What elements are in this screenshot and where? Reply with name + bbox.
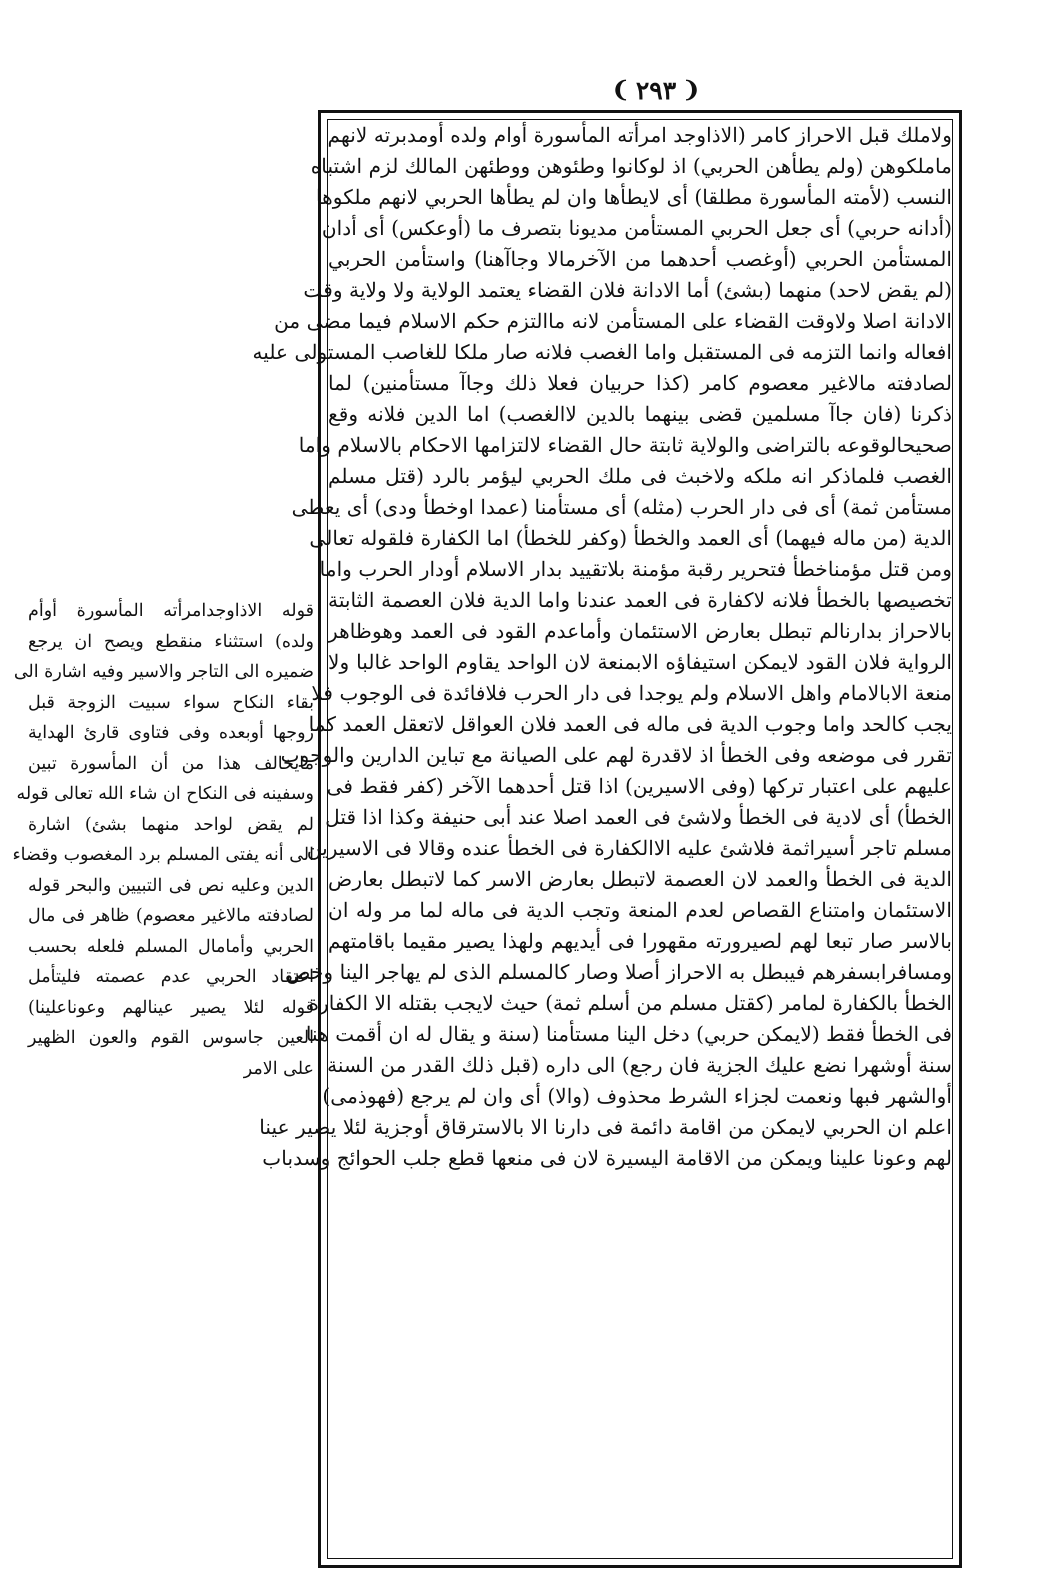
page-number-text: ٢٩٣ [635, 75, 677, 105]
ornament-left-icon: ❨ [682, 77, 701, 103]
main-text-line: يجب كالحد واما وجوب الدية فى ماله فى العمد فلان العواقل لاتعقل العمد كما [308, 712, 952, 736]
main-text-line: تخصيصها بالخطأ فلانه لاكفارة فى العمد عندنا واما الدية فلان العصمة الثابتة [328, 588, 952, 612]
main-text-line: النسب (لأمته المأسورة مطلقا) أى لايطأها وان لم يطأها الحربي لانهم ملكوها [316, 185, 952, 209]
margin-commentary [12, 596, 314, 1276]
main-text-line: (أدانه حربي) أى جعل الحربي المستأمن مديونا بتصرف ما (أوعكس) أى أدان [321, 216, 952, 240]
margin-text-line: بقاء النكاح سواء سبيت الزوجة قبل [28, 692, 314, 713]
main-text-line: صحيحالوقوعه بالتراضى والولاية ثابتة حال القضاء لالتزامها الاحكام بالاسلام واما [298, 433, 952, 457]
page-number [606, 72, 706, 108]
main-text-line: بالاسر صار تبعا لهم لصيرورته مقهورا فى أيديهم ولهذا يصير مقيما باقامتهم [328, 929, 952, 953]
margin-text-line: على الامر [243, 1058, 314, 1079]
main-text-line: ومسافرابسفرهم فيبطل به الاحراز أصلا وصار كالمسلم الذى لم يهاجر الينا وخص [286, 960, 952, 984]
main-text-line: تقرر فى موضعه وفى الخطأ اذ لاقدرة لهم على الصيانة مع تباين الدارين والوجوب [280, 743, 952, 767]
margin-text-line: لم يقض لواحد منهما بشئ) اشارة [28, 814, 314, 835]
main-text-line: عليهم على اعتبار تركها (وفى الاسيرين) اذا قتل أحدهما الآخر (كفر فقط فى [326, 774, 952, 798]
margin-text-line: ضميره الى التاجر والاسير وفيه اشارة الى [13, 662, 314, 682]
main-text-line: لهم وعونا علينا ويمكن من الاقامة اليسيرة لان فى منعها قطع جلب الحوائج وسدباب [262, 1146, 952, 1170]
main-text-line: الدية (من ماله فيهما) أى العمد والخطأ (وكفر للخطأ) اما الكفارة فلقوله تعالى [309, 526, 952, 550]
main-text-line: الخطأ بالكفارة لمامر (كقتل مسلم من أسلم ثمة) حيث لايجب بقتله الا الكفارة [308, 991, 952, 1015]
main-text-line: الاستئمان وامتناع القصاص لعدم المنعة وتجب الدية فى ماله لما مر وله ان [328, 898, 952, 922]
main-text-line: لصادفته مالاغير معصوم كامر (كذا حربيان فعلا ذلك وجاآ مستأمنين) لما [328, 371, 952, 395]
main-text-line: المستأمن الحربي (أوغصب أحدهما من الآخرمالا وجاآهنا) واستأمن الحربي [328, 247, 952, 271]
main-text-line: (لم يقض لاحد) منهما (بشئ) أما الادانة فلان القضاء يعتمد الولاية ولا ولاية وقت [303, 278, 952, 302]
margin-text-line: قوله الاذاوجدامرأته المأسورة أوأم [28, 601, 314, 621]
margin-text-line: اعتقاد الحربي عدم عصمته فليتأمل [28, 967, 314, 987]
main-text-line: بالاحراز بدارنالم تبطل بعارض الاستئمان وأماعدم القود فى العمد وهوظاهر [328, 619, 952, 643]
main-text-line: مستأمن ثمة) أى فى دار الحرب (مثله) أى مستأمنا (عمدا اوخطأ ودى) أى يعطى [291, 495, 952, 519]
margin-text-line: وسفينه فى النكاح ان شاء الله تعالى قوله [16, 784, 314, 804]
margin-text-line: لصادفته مالاغير معصوم) ظاهر فى مال [28, 906, 314, 926]
main-text-line: الخطأ) أى لادية فى الخطأ ولاشئ فى العمد اصلا عند أبى حنيفة وكذا اذا قتل [325, 805, 952, 829]
margin-text-line: الى أنه يفتى المسلم برد المغصوب وقضاء [12, 845, 314, 865]
main-text-line: سنة أوشهرا نضع عليك الجزية فان رجع) الى داره (قبل ذلك القدر من السنة [327, 1053, 952, 1077]
margin-text-line: العين جاسوس القوم والعون الظهير [28, 1028, 314, 1048]
main-text-line: ماملكوهن (ولم يطأهن الحربي) اذ لوكانوا وطئوهن ووطئهن المالك لزم اشتباه [310, 154, 952, 178]
main-text-line: مسلم تاجر أسيراثمة فلاشئ عليه الاالكفارة فى الخطأ عنده وقالا فى الاسيرين [306, 836, 952, 860]
main-text-line: الادانة اصلا ولاوقت القضاء على المستأمن لانه ماالتزم حكم الاسلام فيما مضى من [274, 309, 952, 333]
margin-text-line: الدين وعليه نص فى التبيين والبحر قوله [28, 875, 314, 896]
main-text-line: ومن قتل مؤمناخطأ فتحرير رقبة مؤمنة بلاتقييد بدار الاسلام أودار الحرب واما [319, 557, 952, 581]
main-text-line: ولاملك قبل الاحراز كامر (الاذاوجد امرأته المأسورة أوام ولده أومدبرته لانهم [327, 123, 952, 147]
main-text-line: الدية فى الخطأ والعمد لان العصمة لاتبطل بعارض الاسر كما لاتبطل بعارض [328, 867, 952, 891]
main-text-line: منعة الابالامام واهل الاسلام ولم يوجدا فى دار الحرب فلافائدة فى الوجوب فلا [311, 681, 952, 705]
ornament-right-icon: ❩ [611, 77, 630, 103]
margin-text-line: زوجها أوبعده وفى فتاوى قارئ الهداية [28, 723, 314, 743]
main-text-line: ذكرنا (فان جاآ مسلمين قضى بينهما بالدين لاالغصب) اما الدين فلانه وقع [328, 402, 952, 426]
margin-text-line: قوله لئلا يصير عينالهم وعوناعلينا) [28, 997, 314, 1018]
main-text-line: فى الخطأ فقط (لايمكن حربي) دخل الينا مستأمنا (سنة و يقال له ان أقمت هنا [305, 1022, 952, 1046]
margin-text-line: الحربي وأمامال المسلم فلعله بحسب [28, 936, 314, 957]
margin-text-line: ولده) استثناء منقطع ويصح ان يرجع [28, 631, 314, 652]
main-text-line: اعلم ان الحربي لايمكن من اقامة دائمة فى دارنا الا بالاسترقاق أوجزية لئلا يصير عينا [259, 1115, 952, 1139]
main-text-line: افعاله وانما التزمه فى المستقبل واما الغصب فلانه صار ملكا للغاصب المستولى عليه [252, 340, 952, 364]
margin-text-line: مايخالف هذا من أن المأسورة تبين [28, 753, 314, 774]
main-text-line: الغصب فلماذكر انه ملكه ولاخبث فى ملك الحربي ليؤمر بالرد (قتل مسلم [328, 464, 952, 488]
main-text-line: الرواية فلان القود لايمكن استيفاؤه الابمنعة لان الواحد يقاوم الواحد غالبا ولا [328, 650, 952, 674]
main-text-line: أوالشهر فبها ونعمت لجزاء الشرط محذوف (والا) أى وان لم يرجع (فهوذمى) [322, 1084, 952, 1108]
